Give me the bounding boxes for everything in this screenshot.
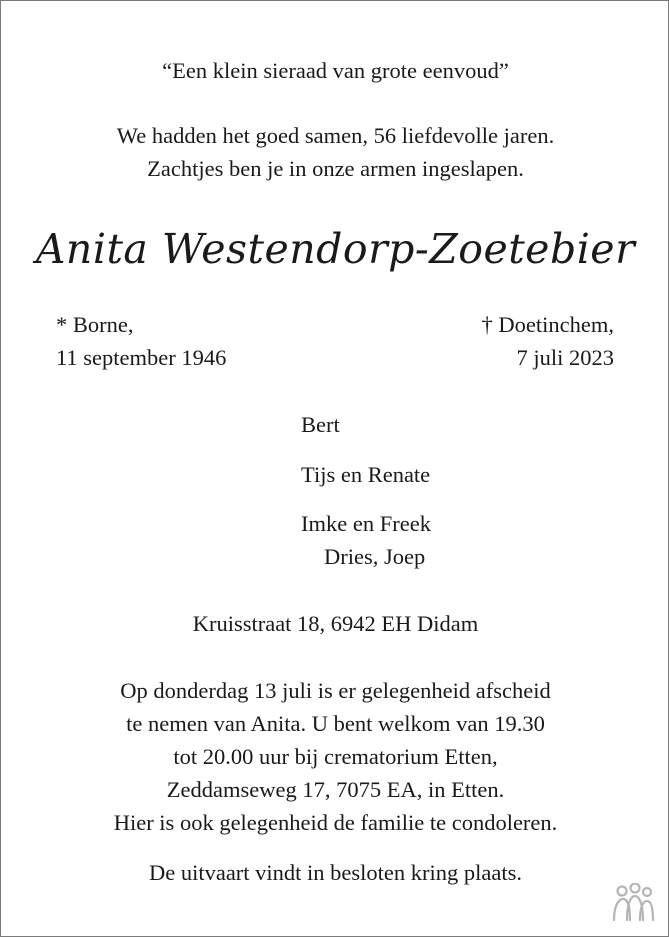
family-line-4: Dries, Joep — [324, 544, 426, 569]
closing-line: De uitvaart vindt in besloten kring plaats. — [148, 860, 523, 885]
farewell-line-3: tot 20.00 uur bij crematorium Etten, — [173, 744, 498, 769]
farewell-line-4: Zeddamseweg 17, 7075 EA, in Etten. — [166, 777, 505, 802]
farewell-line-1: Op donderdag 13 juli is er gelegenheid afscheid — [120, 678, 551, 703]
birth-date: 11 september 1946 — [56, 345, 227, 370]
death-date: 7 juli 2023 — [516, 345, 614, 370]
birth-place: * Borne, — [56, 312, 134, 337]
death-place: † Doetinchem, — [481, 312, 614, 337]
address: Kruisstraat 18, 6942 EH Didam — [192, 611, 479, 636]
farewell-line-5: Hier is ook gelegenheid de familie te condoleren. — [113, 810, 558, 835]
family-line-3: Imke en Freek — [301, 511, 431, 536]
family-figures-icon — [610, 883, 656, 923]
family-line-1: Bert — [301, 412, 340, 437]
intro-line-1: We hadden het goed samen, 56 liefdevolle jaren. — [116, 123, 555, 148]
family-line-2: Tijs en Renate — [301, 462, 431, 487]
deceased-name: Anita Westendorp-Zoetebier — [35, 225, 636, 273]
intro-line-2: Zachtjes ben je in onze armen ingeslapen. — [147, 156, 524, 181]
farewell-line-2: te nemen van Anita. U bent welkom van 19.30 — [126, 711, 545, 736]
quote: “Een klein sieraad van grote eenvoud” — [162, 58, 509, 83]
